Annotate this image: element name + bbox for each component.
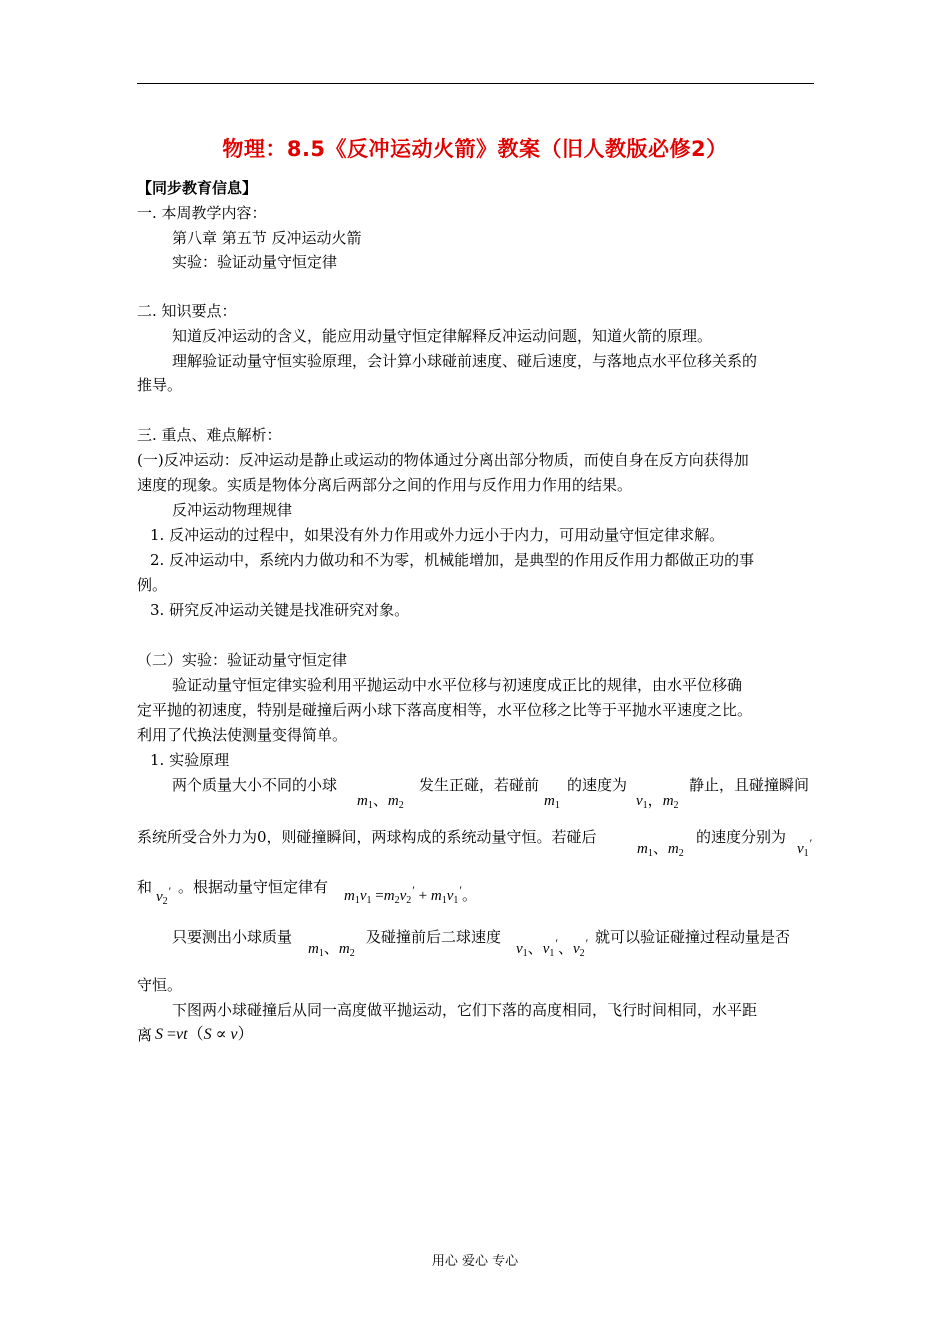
s2-para2b: 推导。 bbox=[137, 376, 183, 394]
formula-v1-prime: $v_1'$ bbox=[797, 836, 813, 859]
s3-law1: 1. 反冲运动的过程中，如果没有外力作用或外力远小于内力，可用动量守恒定律求解。 bbox=[150, 526, 725, 544]
document-title: 物理：8.5《反冲运动火箭》教案（旧人教版必修2） bbox=[222, 137, 728, 161]
s4-text-t3: 的速度为 bbox=[567, 776, 628, 794]
section-heading: 【同步教育信息】 bbox=[137, 179, 258, 197]
s4-text-t12: 守恒。 bbox=[137, 976, 183, 994]
s4-heading: （二）实验：验证动量守恒定律 bbox=[137, 651, 348, 669]
s4-text-t9: 只要测出小球质量 bbox=[172, 928, 293, 946]
s4-text-t5: 系统所受合外力为0，则碰撞瞬间，两球构成的系统动量守恒。若碰后 bbox=[137, 828, 597, 846]
s1-line2: 实验：验证动量守恒定律 bbox=[172, 253, 338, 271]
formula-v1-m2: $v_1$，$m_2$ bbox=[636, 793, 679, 811]
s4-text-t14: 离 bbox=[137, 1026, 153, 1044]
s4-text-t6: 的速度分别为 bbox=[696, 828, 787, 846]
s3-para-a1: (一)反冲运动：反冲运动是静止或运动的物体通过分离出部分物质，而使自身在反方向获得加 bbox=[137, 451, 749, 469]
s3-laws-heading: 反冲运动物理规律 bbox=[172, 501, 293, 519]
momentum-equation: $m_1v_1 =m_2v_2' + m_1v_1'$。 bbox=[344, 883, 477, 906]
s4-para1a: 验证动量守恒定律实验利用平抛运动中水平位移与初速度成正比的规律，由水平位移确 bbox=[172, 676, 743, 694]
header-rule bbox=[137, 83, 814, 84]
s2-para2a: 理解验证动量守恒实验原理，会计算小球碰前速度、碰后速度，与落地点水平位移关系的 bbox=[172, 352, 758, 370]
formula-m1-m2-after: $m_1$、$m_2$ bbox=[637, 841, 684, 859]
s3-para-a2: 速度的现象。实质是物体分离后两部分之间的作用与反作用力作用的结果。 bbox=[137, 476, 633, 494]
s4-text-t13: 下图两小球碰撞后从同一高度做平抛运动，它们下落的高度相同，飞行时间相同，水平距 bbox=[172, 1001, 758, 1019]
s4-para1b: 定平抛的初速度，特别是碰撞后两小球下落高度相等，水平位移之比等于平抛水平速度之比。 bbox=[137, 701, 753, 719]
s4-text-t4: 静止，且碰撞瞬间 bbox=[689, 776, 810, 794]
formula-v2-prime: $v_2'$ bbox=[156, 884, 172, 907]
s2-heading: 二. 知识要点： bbox=[137, 302, 237, 320]
s1-line1: 第八章 第五节 反冲运动火箭 bbox=[172, 229, 362, 247]
page-footer: 用心 爱心 专心 bbox=[431, 1254, 519, 1269]
s1-heading: 一. 本周教学内容： bbox=[137, 204, 267, 222]
s4-para1c: 利用了代换法使测量变得简单。 bbox=[137, 726, 348, 744]
formula-m1-m2: $m_1$、$m_2$ bbox=[357, 793, 404, 811]
formula-velocities: $v_1$、$v_1'$、$v_2'$ bbox=[516, 936, 589, 959]
s4-text-t2: 发生正碰，若碰前 bbox=[419, 776, 540, 794]
s4-text-t10: 及碰撞前后二球速度 bbox=[366, 928, 502, 946]
s4-text-t1: 两个质量大小不同的小球 bbox=[172, 776, 338, 794]
formula-m1-m2-measure: $m_1$、$m_2$ bbox=[308, 941, 355, 959]
formula-s-vt: S =vt（S ∝ v） bbox=[155, 1026, 254, 1043]
s3-heading: 三. 重点、难点解析： bbox=[137, 426, 282, 444]
s4-subheading: 1. 实验原理 bbox=[150, 751, 230, 769]
s4-text-t7: 和 bbox=[137, 878, 153, 896]
s2-para1: 知道反冲运动的含义，能应用动量守恒定律解释反冲运动问题，知道火箭的原理。 bbox=[172, 327, 713, 345]
s3-law3: 3. 研究反冲运动关键是找准研究对象。 bbox=[150, 601, 410, 619]
s3-law2b: 例。 bbox=[137, 576, 168, 594]
s4-text-t11: 就可以验证碰撞过程动量是否 bbox=[595, 928, 791, 946]
formula-m1: $m_1$ bbox=[544, 793, 560, 811]
s4-text-t8: 。根据动量守恒定律有 bbox=[178, 878, 329, 896]
s3-law2a: 2. 反冲运动中，系统内力做功和不为零，机械能增加，是典型的作用反作用力都做正功的事 bbox=[150, 551, 755, 569]
